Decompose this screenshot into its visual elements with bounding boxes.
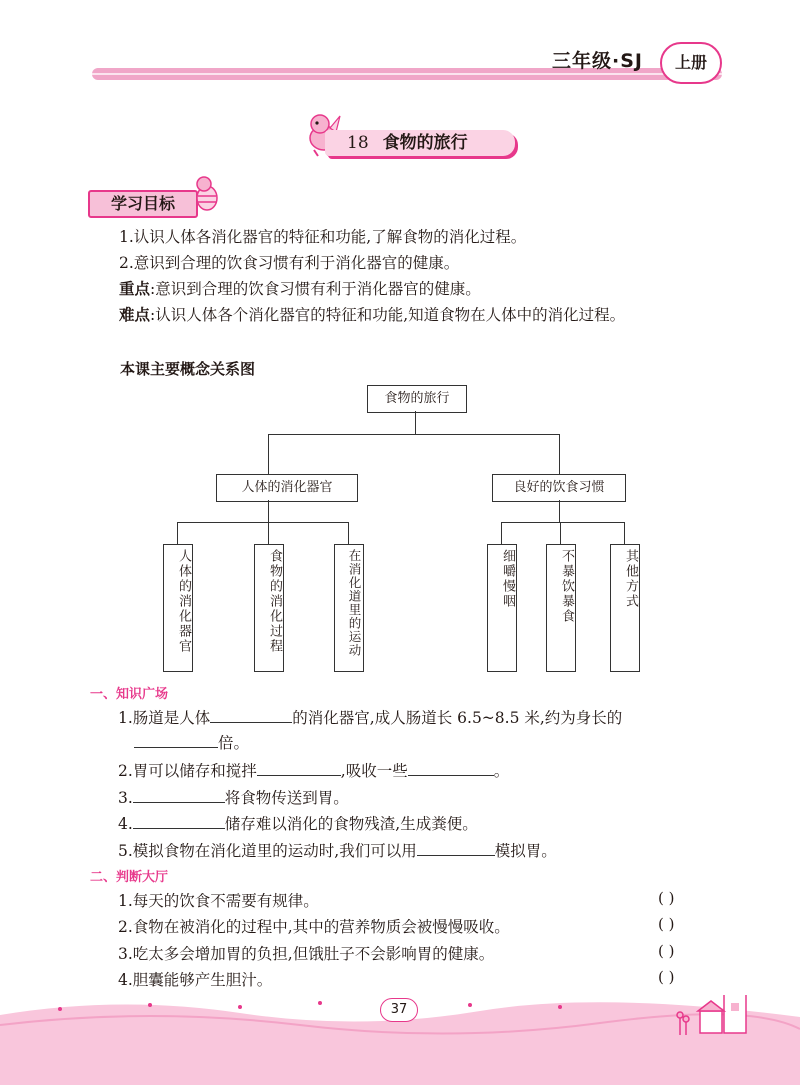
header-bar-highlight [92,73,722,75]
goal-item: 2.意识到合理的饮食习惯有利于消化器官的健康。 [119,254,460,272]
q2-text: 。 [493,762,510,780]
q3-text: 将食物传送到胃。 [224,789,349,807]
q5-text: 5.模拟食物在消化道里的运动时,我们可以用 [118,842,417,860]
map-line [415,411,416,434]
answer-blank[interactable] [408,761,494,776]
judgment-item: 3.吃太多会增加胃的负担,但饿肚子不会影响胃的健康。 [118,945,495,963]
q4-text: 储存难以消化的食物残渣,生成粪便。 [224,815,478,833]
map-line [268,434,560,435]
grade-label: 三年级·SJ [552,50,643,72]
question-3 [118,786,349,808]
q5-text: 模拟胃。 [494,842,557,860]
lesson-number: 18 [347,133,369,153]
answer-parentheses[interactable]: ( ) [658,942,675,960]
judgment-item: 4.胆囊能够产生胆汁。 [118,971,273,989]
focus-line [97,276,727,302]
map-leaf: 食物的消化过程 [254,544,284,672]
judgment-item: 1.每天的饮食不需要有规律。 [118,892,319,910]
q2-text: 2.胃可以储存和搅拌 [118,762,257,780]
answer-blank[interactable] [133,788,225,803]
map-leaf: 人体的消化器官 [163,544,193,672]
map-root: 食物的旅行 [367,385,467,413]
map-leaf: 在消化道里的运动 [334,544,364,672]
goals-list [97,224,727,328]
answer-parentheses[interactable]: ( ) [658,889,675,907]
goals-tag: 学习目标 [88,190,198,218]
concept-map-title: 本课主要概念关系图 [120,360,256,378]
answer-parentheses[interactable]: ( ) [658,968,675,986]
difficulty-line [97,302,727,328]
answer-blank[interactable] [210,708,292,723]
question-2 [118,759,509,781]
lesson-title [325,130,515,156]
map-line [501,522,625,523]
volume-badge: 上册 [660,42,722,84]
question-1-cont [134,731,249,753]
q1-text: 倍。 [218,734,250,752]
answer-blank[interactable] [257,761,341,776]
q1-text: 1.肠道是人体 [118,709,211,727]
map-line [501,522,502,544]
map-line [177,522,178,544]
map-line [268,522,269,544]
answer-parentheses[interactable]: ( ) [658,915,675,933]
lesson-name: 食物的旅行 [382,133,468,153]
difficulty-label: 难点 [119,306,151,324]
section-title-knowledge: 一、知识广场 [90,687,169,702]
answer-blank[interactable] [134,733,218,748]
map-leaf: 不暴饮暴食 [546,544,576,672]
q4-text: 4. [118,815,133,833]
q3-text: 3. [118,789,133,807]
map-line [268,500,269,522]
map-line [624,522,625,544]
map-leaf: 细嚼慢咽 [487,544,517,672]
bee-mascot-icon [190,172,224,216]
map-leaf: 其他方式 [610,544,640,672]
goal-item: 1.认识人体各消化器官的特征和功能,了解食物的消化过程。 [119,228,527,246]
q1-text: 的消化器官,成人肠道长 6.5~8.5 米,约为身长的 [292,709,623,727]
judgment-item: 2.食物在被消化的过程中,其中的营养物质会被慢慢吸收。 [118,918,510,936]
tower-icon [698,995,750,1033]
map-branch: 人体的消化器官 [216,474,358,502]
map-line [268,434,269,474]
focus-label: 重点 [119,280,151,298]
answer-blank[interactable] [417,841,495,856]
question-1 [118,706,622,728]
map-line [559,434,560,474]
focus-text: :意识到合理的饮食习惯有利于消化器官的健康。 [150,280,481,298]
map-branch: 良好的饮食习惯 [492,474,626,502]
map-line [348,522,349,544]
difficulty-text: :认识人体各个消化器官的特征和功能,知道食物在人体中的消化过程。 [150,306,626,324]
section-title-judgment: 二、判断大厅 [90,870,169,885]
map-line [559,500,560,522]
question-4 [118,812,478,834]
map-line [177,522,349,523]
question-5 [118,839,557,861]
answer-blank[interactable] [133,814,225,829]
page-number: 37 [380,998,418,1022]
q2-text: ,吸收一些 [340,762,408,780]
map-line [560,522,561,544]
